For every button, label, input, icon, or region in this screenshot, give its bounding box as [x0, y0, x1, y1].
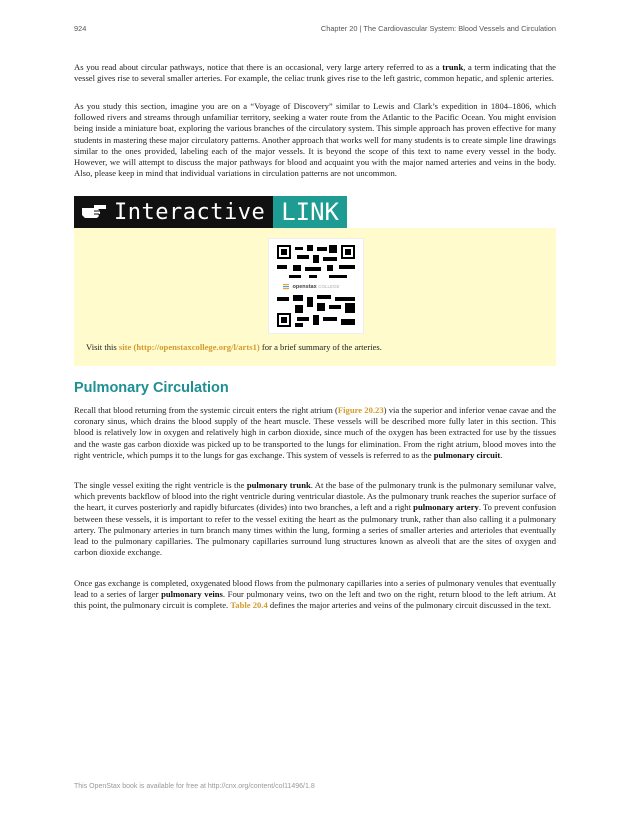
chapter-title: Chapter 20 | The Cardiovascular System: Blood Vessels and Circulation	[320, 24, 556, 33]
page-number: 924	[74, 24, 87, 33]
college-logo-text: COLLEGE	[318, 284, 340, 289]
text: for a brief summary of the arteries.	[259, 342, 382, 352]
text: defines the major arteries and veins of the pulmonary circuit discussed in the text.	[267, 600, 552, 611]
arts1-link[interactable]: site (http://openstaxcollege.org/l/arts1)	[118, 342, 260, 352]
text: Visit this	[86, 342, 119, 352]
text: Recall that blood returning from the systemic circuit enters the right atrium (	[74, 405, 338, 415]
visit-text	[86, 342, 382, 353]
text: . At the base of the pulmonary trunk is the pulmonary semilunar valve, which prevents backflow of blood into the right ventricle during ventricular diastole. As the pulmonary trunk reaches the superior surface of the heart, it curves posteriorly and rapidly bifurcates (divides) into two branches, a left and a right	[74, 480, 556, 513]
term-pulmonary-veins: pulmonary veins	[161, 589, 223, 600]
text: . To prevent confusion between these vessels, it is important to refer to the vessel exiting the heart as the pulmonary trunk, rather than also calling it a pulmonary artery. The pulmonary arteries in turn branch many times within the lung, forming a series of smaller arteries and arterioles that eventually lead to the pulmonary capillaries. The pulmonary capillaries surround lung structures known as alveoli that are the sites of oxygen and carbon dioxide exchange.	[74, 502, 556, 558]
interactive-link-box	[74, 228, 556, 366]
openstax-logo-text: openstax	[292, 284, 317, 290]
text: Once gas exchange is completed, oxygenated blood flows from the pulmonary capillaries into a series of pulmonary venules that eventually lead to a series of larger	[74, 578, 556, 600]
banner-interactive-text: Interactive	[114, 199, 266, 225]
figure-link[interactable]: Figure 20.23	[337, 405, 384, 415]
qr-code[interactable]	[268, 238, 364, 334]
paragraph-pulmonary-trunk	[74, 480, 556, 558]
banner-black	[74, 196, 273, 228]
term-pulmonary-trunk: pulmonary trunk	[246, 480, 311, 490]
text: .	[500, 449, 503, 460]
paragraph-voyage: As you study this section, imagine you are on a “Voyage of Discovery” similar to Lewis and Clark’s expedition in 1804–1806, which followed rivers and streams through unfamiliar territory, seeking a water route from the Atlantic to the Pacific Ocean. You might envision being inside a miniature boat, exploring the various branches of the circulatory system. This simple approach has proven effective for many students in mastering these major circulatory patterns. Another approach that works well for many students is to create simple line drawings similar to the ones provided, labeling each of the major vessels. It is beyond the scope of this text to name every vessel in the body. However, we will attempt to discuss the major pathways for blood and acquaint you with the major named arteries and veins in the body. Also, please keep in mind that individual variations in circulation patterns are not uncommon.	[74, 101, 556, 179]
text: ) via the superior and inferior venae cavae and the coronary sinus, which drains the blood supply of the heart muscle. These vessels will be described more fully later in this section. This blood is relatively low in oxygen and relatively high in carbon dioxide, since much of the oxygen has been extracted for use by the tissues and the waste gas carbon dioxide was picked up to be transported to the lungs for elimination. From the right atrium, blood moves into the right ventricle, which pumps it to the lungs for gas exchange. This system of vessels is referred to as the	[74, 405, 557, 460]
paragraph-pulmonary-intro	[74, 405, 556, 461]
text: As you read about circular pathways, notice that there is an occasional, very large artery referred to as a	[74, 62, 443, 72]
pointing-hand-icon	[80, 202, 108, 222]
paragraph-pulmonary-veins	[74, 578, 556, 612]
page-header	[74, 24, 556, 36]
text: The single vessel exiting the right ventricle is the	[74, 480, 247, 490]
text: , a term indicating that the vessel gives rise to several smaller arteries. For example, the celiac trunk gives rise to the left gastric, common hepatic, and splenic arteries.	[74, 62, 556, 84]
page-footer: This OpenStax book is available for free at http://cnx.org/content/col11496/1.8	[74, 783, 315, 790]
qr-logo-text	[269, 284, 363, 290]
section-heading: Pulmonary Circulation	[74, 380, 229, 396]
term-pulmonary-artery: pulmonary artery	[413, 502, 479, 513]
term-pulmonary-circuit: pulmonary circuit	[433, 449, 501, 460]
table-link[interactable]: Table 20.4	[230, 600, 268, 611]
interactive-link-banner	[74, 196, 347, 228]
banner-link-text: LINK	[273, 196, 347, 228]
text: . Four pulmonary veins, two on the left and two on the right, return blood to the left atrium. At this point, the pulmonary circuit is complete.	[74, 589, 557, 611]
term-trunk: trunk	[442, 62, 464, 72]
paragraph-trunk	[74, 62, 556, 84]
